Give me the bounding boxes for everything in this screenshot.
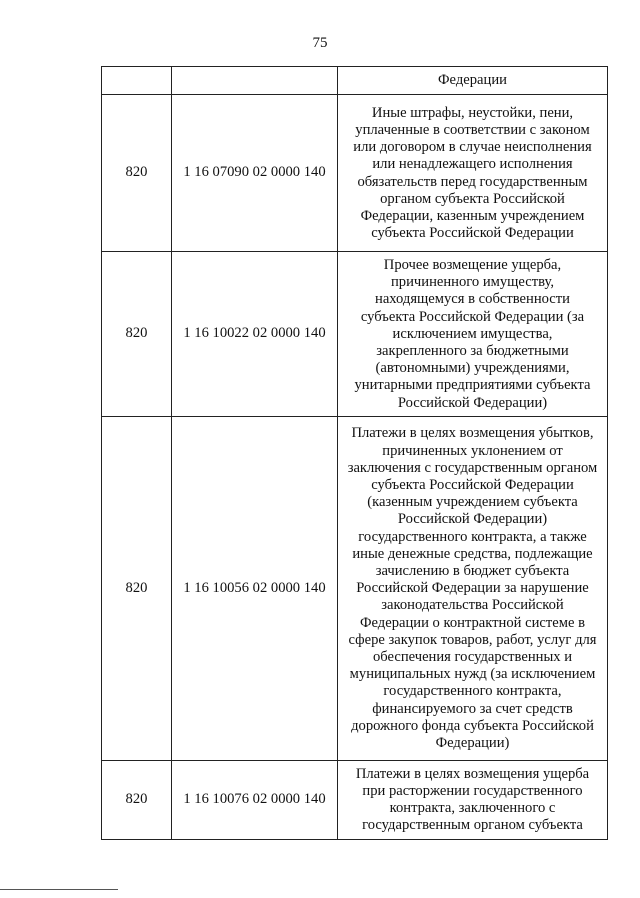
- description-line: муниципальных нужд (за исключением: [349, 666, 596, 683]
- kbk-cell: 1 16 07090 02 0000 140: [172, 95, 338, 252]
- admin-code-cell: 820: [102, 95, 172, 252]
- description-clip: [338, 761, 607, 839]
- description-line: сфере закупок товаров, работ, услуг для: [348, 631, 597, 648]
- description-cell: [338, 95, 608, 252]
- description-line: иные денежные средства, подлежащие: [352, 545, 593, 562]
- description-cell: [338, 252, 608, 417]
- description-line: находящемуся в собственности: [375, 291, 570, 308]
- description-cell: [338, 416, 608, 760]
- description-cell: [338, 760, 608, 839]
- table-row: [102, 252, 608, 417]
- description-line: государственным органом субъекта: [362, 817, 583, 834]
- admin-code-cell: 820: [102, 760, 172, 839]
- description-line: Иные штрафы, неустойки, пени,: [371, 104, 574, 121]
- description-line: Прочее возмещение ущерба,: [383, 257, 562, 273]
- description-line: исключением имущества,: [392, 325, 553, 342]
- admin-code-cell: 820: [102, 416, 172, 760]
- description-line: государственного контракта,: [383, 683, 562, 700]
- description-text: [338, 252, 607, 416]
- description-line: (казенным учреждением субъекта: [367, 494, 578, 511]
- admin-code-cell: 820: [102, 252, 172, 417]
- description-line: заключения с государственным органом: [347, 459, 598, 476]
- description-line: государственного контракта, а также: [358, 528, 587, 545]
- description-line: причиненного имуществу,: [391, 274, 554, 291]
- description-line: зачислению в бюджет субъекта: [375, 563, 570, 580]
- description-line: субъекта Российской Федерации: [371, 225, 574, 242]
- description-text: [338, 761, 607, 839]
- footnote-divider: [0, 889, 118, 890]
- description-line: или ненадлежащего исполнения: [372, 156, 573, 173]
- table-row: [102, 760, 608, 839]
- kbk-cell: [172, 67, 338, 95]
- description-line: финансируемого за счет средств: [372, 700, 573, 717]
- description-line: унитарными предприятиями субъекта: [354, 377, 591, 394]
- description-line: (автономными) учреждениями,: [375, 360, 570, 377]
- table-row-continuation: [102, 67, 608, 95]
- description-line: Федерации): [435, 735, 510, 752]
- description-line: Российской Федерации): [397, 511, 548, 528]
- description-line: причиненных уклонением от: [382, 442, 563, 459]
- description-line: при расторжении государственного: [362, 783, 583, 800]
- budget-classification-table: [101, 66, 608, 840]
- description-line: Платежи в целях возмещения ущерба: [355, 765, 590, 782]
- description-text: [338, 420, 607, 756]
- description-line: Платежи в целях возмещения убытков,: [351, 425, 594, 442]
- kbk-cell: 1 16 10076 02 0000 140: [172, 760, 338, 839]
- kbk-cell: 1 16 10056 02 0000 140: [172, 416, 338, 760]
- description-line: субъекта Российской Федерации: [371, 477, 574, 493]
- description-line: закрепленного за бюджетными: [376, 343, 569, 360]
- description-line: обязательств перед государственным: [357, 173, 588, 190]
- page-number: 75: [312, 35, 328, 51]
- description-line: субъекта Российской Федерации (за: [360, 308, 585, 325]
- description-line: или договором в случае неисполнения: [353, 139, 592, 156]
- table-row: [102, 95, 608, 252]
- description-text: [338, 100, 607, 247]
- description-line: органом субъекта Российской: [380, 190, 565, 207]
- description-line: законодательства Российской: [381, 597, 564, 614]
- description-line: Российской Федерации): [397, 394, 548, 411]
- description-line: Российской Федерации за нарушение: [356, 580, 589, 597]
- admin-code-cell: [102, 67, 172, 95]
- description-line: контракта, заключенного с: [389, 800, 556, 817]
- description-line: Федерации о контрактной системе в: [359, 614, 585, 631]
- description-line: уплаченные в соответствии с законом: [355, 121, 590, 138]
- description-line: дорожного фонда субъекта Российской: [351, 717, 594, 734]
- description-cell: Федерации: [338, 67, 608, 95]
- description-line: Федерации, казенным учреждением: [360, 207, 585, 224]
- kbk-cell: 1 16 10022 02 0000 140: [172, 252, 338, 417]
- description-line: обеспечения государственных и: [372, 649, 573, 666]
- table-row: [102, 416, 608, 760]
